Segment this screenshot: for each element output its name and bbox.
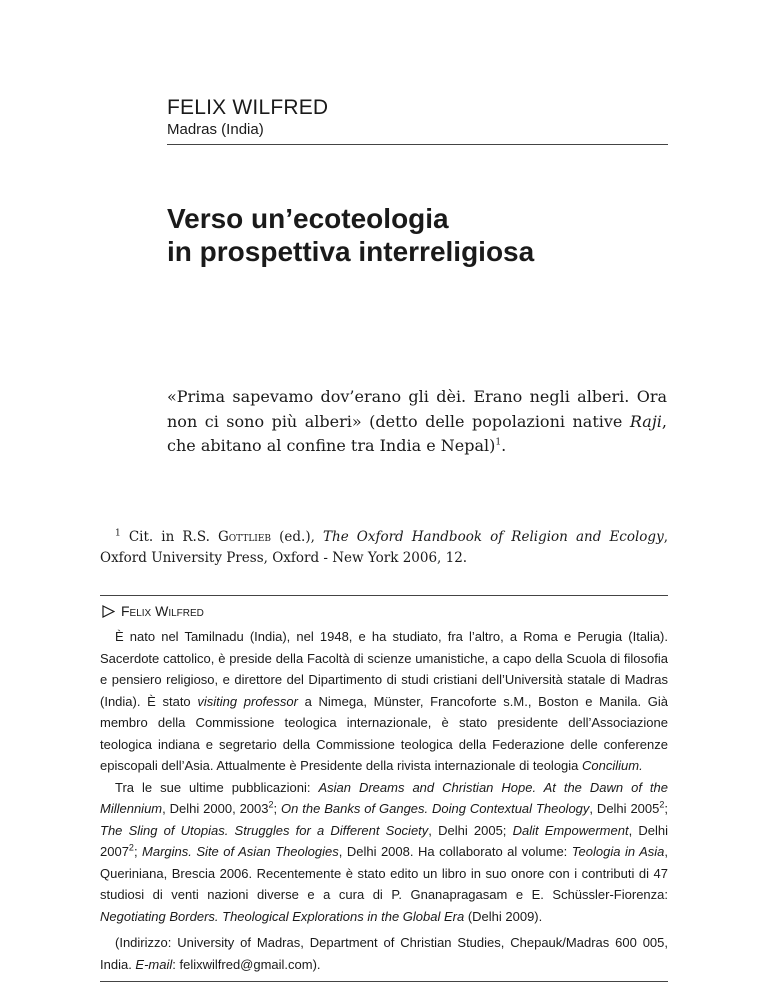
footnote-text: (ed.), <box>271 529 323 545</box>
bio-text: , Delhi 2005; <box>428 822 513 838</box>
bio-journal-title: Concilium. <box>582 758 643 773</box>
bio-paragraph-1 <box>100 626 668 777</box>
footnote-number: 1 <box>115 528 121 539</box>
bio-text: , Delhi 2008. Ha collaborato al volume: <box>338 844 572 859</box>
bio-paragraph-2 <box>100 777 668 928</box>
bio-text: ; <box>133 844 143 859</box>
bio-text: ; <box>664 801 669 816</box>
triangle-right-icon <box>102 605 115 618</box>
footnote-book-title: The Oxford Handbook of Religion and Ecology <box>323 529 664 545</box>
publication-title: Teologia in Asia <box>571 844 665 859</box>
bio-text: È nato nel Tamilnadu (India), nel 1948, e ha studiato, fra l’altro, a Roma e Perugia (Italia). Sacerdote cattolico, è preside della Facoltà di scienze umanistiche, a capo della Scuola di filosofia e pensiero religioso, e direttore del Dipartimento di studi cristiani dell’Università statale di Madras (India). È stato <box>100 629 668 709</box>
article-title <box>167 202 687 268</box>
footnote <box>100 527 668 569</box>
epigraph-text: «Prima sapevamo dov’erano gli dèi. Erano negli alberi. Ora non ci sono più alberi» (detto delle popolazioni native <box>167 387 667 431</box>
article-header <box>167 96 668 145</box>
bio-text: Tra le sue ultime pubblicazioni: <box>115 779 319 795</box>
bio-heading <box>100 603 668 619</box>
epigraph-italic: Raji <box>629 411 662 431</box>
bio-top-divider <box>100 595 668 596</box>
publication-title: Dalit Empowerment <box>512 822 629 838</box>
publication-title: Margins. Site of Asian Theologies <box>142 844 339 859</box>
epigraph-text-end: , che abitano al confine tra India e Nepal) <box>167 411 667 455</box>
email-address: : felixwilfred@gmail.com). <box>172 956 321 972</box>
bio-text: a Nimega, Münster, Francoforte s.M., Boston e Manila. Già membro della Commissione teologica internazionale, è stato presidente dell’Associazione teologica indiana e segretario della Commissione teologica della Federazione delle conferenze episcopali dell’Asia. Attualmente è Presidente della rivista internazionale di teologia <box>100 693 668 773</box>
title-line-1: Verso un’ecoteologia <box>167 203 449 234</box>
address-text: (Indirizzo: University of Madras, Department of Christian Studies, Chepauk/Madras 600 005, India. <box>100 935 668 972</box>
bio-italic: visiting professor <box>197 693 298 709</box>
publication-title: Negotiating Borders. Theological Explorations in the Global Era <box>100 908 465 924</box>
publication-title: Asian Dreams and Christian Hope. At the Dawn of the Millennium <box>100 779 668 816</box>
epigraph-period: . <box>501 436 507 455</box>
footnote-author: Gottlieb <box>218 529 272 545</box>
edition-sup: 2 <box>268 799 274 810</box>
publication-title: The Sling of Utopias. Struggles for a Different Society <box>100 822 429 838</box>
bio-text: , Queriniana, Brescia 2006. Recentemente è stato edito un libro in suo onore con i contributi di 47 studiosi di venti nazioni diverse e a cura di P. Gnanapragasam e E. Schüssler-Fiorenza: <box>100 844 669 902</box>
author-name: FELIX WILFRED <box>167 96 329 119</box>
author-affiliation: Madras (India) <box>167 121 264 138</box>
author-bio <box>100 595 668 982</box>
title-line-2: in prospettiva interreligiosa <box>167 236 535 267</box>
bio-text: , Delhi 2007 <box>100 822 668 859</box>
bio-address <box>100 932 668 975</box>
header-divider <box>167 144 668 145</box>
edition-sup: 2 <box>128 842 134 853</box>
publication-title: On the Banks of Ganges. Doing Contextual Theology <box>281 801 590 816</box>
footnote-text: , Oxford University Press, Oxford - New York 2006, 12. <box>100 529 668 566</box>
footnote-text: Cit. in R.S. <box>128 529 218 545</box>
bio-text: , Delhi 2000, 2003 <box>162 801 269 816</box>
edition-sup: 2 <box>659 799 665 810</box>
bio-text: (Delhi 2009). <box>464 908 543 924</box>
bio-text: ; <box>273 801 282 816</box>
email-label: E-mail <box>135 956 173 972</box>
bio-bottom-divider <box>100 981 668 982</box>
bio-text: , Delhi 2005 <box>589 801 660 816</box>
footnote-reference[interactable]: 1 <box>495 437 502 448</box>
epigraph <box>167 385 667 459</box>
bio-author-name: Felix Wilfred <box>121 603 204 619</box>
